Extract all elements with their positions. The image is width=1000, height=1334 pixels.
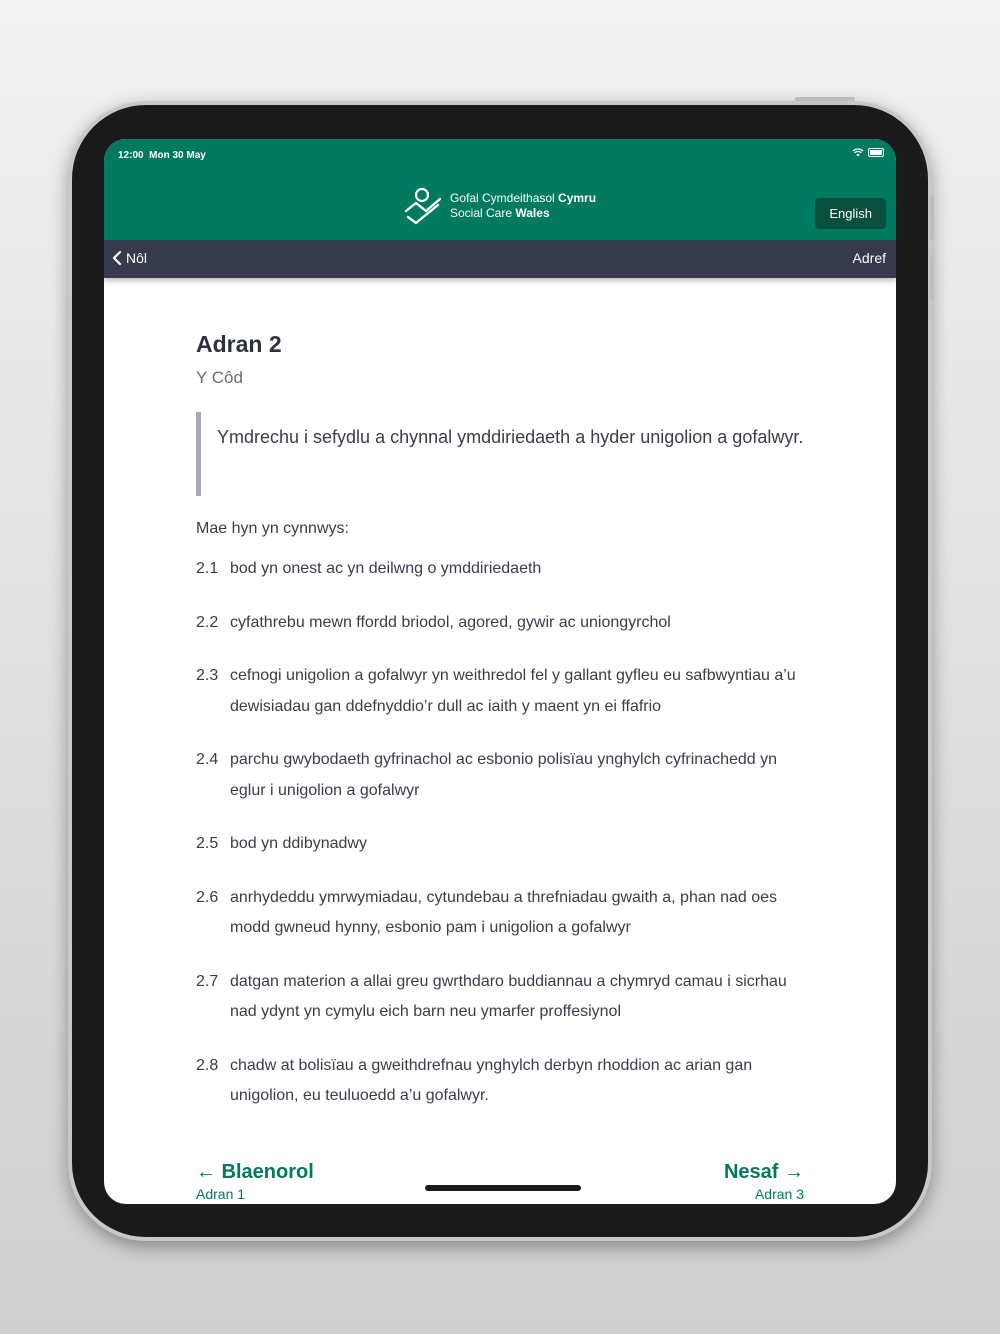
wifi-icon	[852, 148, 864, 157]
includes-label: Mae hyn yn cynnwys:	[196, 520, 349, 537]
status-bar	[104, 139, 896, 171]
section-content	[196, 331, 816, 1135]
section-title: Adran 2	[196, 331, 282, 357]
item-text: chadw at bolisïau a gweithdrefnau ynghylch derbyn rhoddion ac arian gan unigolion, eu teuluoedd a’u gofalwyr.	[230, 1056, 753, 1104]
previous-section-name: Adran 1	[196, 1186, 246, 1202]
item-text: anrhydeddu ymrwymiadau, cytundebau a threfniadau gwaith a, phan nad oes modd gwneud hynny, esbonio pam i unigolion a gofalwyr	[230, 888, 778, 936]
logo-welsh-regular: Gofal Cymdeithasol	[450, 191, 559, 205]
item-text: bod yn onest ac yn deilwng o ymddiriedaeth	[230, 560, 542, 577]
power-button	[795, 97, 855, 101]
logo-english-regular: Social Care	[450, 206, 516, 220]
item-number: 2.4	[196, 751, 219, 768]
list-item	[196, 661, 816, 722]
back-button[interactable]	[112, 250, 147, 266]
item-number: 2.6	[196, 888, 219, 906]
logo-line-english	[450, 206, 596, 221]
battery-icon	[868, 148, 884, 157]
item-text: cefnogi unigolion a gofalwyr yn weithredol fel y gallant gyfleu eu safbwyntiau a’u dewisiadau gan ddefnyddio’r dull ac iaith y maent yn ei ffafrio	[230, 667, 796, 715]
logo-english-bold: Wales	[515, 206, 550, 220]
item-text: cyfathrebu mewn ffordd briodol, agored, gywir ac uniongyrchol	[230, 613, 671, 631]
item-number: 2.2	[196, 613, 219, 631]
status-time	[118, 150, 206, 161]
item-number: 2.8	[196, 1056, 219, 1074]
navigation-bar	[104, 240, 896, 278]
logo-text	[450, 191, 596, 221]
list-item	[196, 1051, 816, 1112]
previous-label: ← Blaenorol	[196, 1161, 314, 1183]
section-principle-quote: Ymdrechu i sefydlu a chynnal ymddiriedaeth a hyder unigolion a gofalwyr.	[196, 412, 816, 496]
item-number: 2.5	[196, 835, 219, 852]
home-indicator[interactable]	[425, 1185, 581, 1191]
back-label: Nôl	[126, 250, 148, 266]
next-label: Nesaf →	[723, 1161, 804, 1183]
status-icons	[852, 148, 884, 157]
list-item	[196, 829, 816, 860]
list-item	[196, 745, 816, 806]
item-number: 2.1	[196, 560, 219, 577]
logo-figure-icon	[402, 185, 444, 227]
item-number: 2.3	[196, 667, 219, 684]
list-item	[196, 608, 816, 639]
item-number: 2.7	[196, 972, 219, 990]
status-clock: 12:00	[118, 150, 144, 161]
list-item	[196, 883, 816, 944]
previous-section-link[interactable]	[196, 1161, 314, 1202]
chevron-left-icon	[112, 251, 122, 265]
list-item	[196, 967, 816, 1028]
volume-button	[930, 255, 934, 300]
home-link[interactable]: Adref	[852, 250, 886, 266]
logo-line-welsh	[450, 191, 596, 206]
language-toggle-button[interactable]: English	[815, 198, 886, 229]
standards-list	[196, 554, 816, 1112]
app-screen	[104, 139, 896, 1204]
item-text: bod yn ddibynadwy	[230, 835, 367, 852]
next-section-link[interactable]	[724, 1161, 804, 1202]
section-subtitle: Y Côd	[196, 368, 243, 387]
volume-button	[930, 195, 934, 240]
list-item	[196, 554, 816, 585]
social-care-wales-logo[interactable]	[402, 185, 596, 227]
item-text: datgan materion a allai greu gwrthdaro buddiannau a chymryd camau i sicrhau nad ydynt yn cymylu eich barn neu ymarfer proffesiynol	[230, 972, 787, 1020]
app-header	[104, 171, 896, 241]
logo-welsh-bold: Cymru	[558, 191, 597, 205]
status-date: Mon 30 May	[149, 150, 206, 161]
item-text: parchu gwybodaeth gyfrinachol ac esbonio polisïau ynghylch cyfrinachedd yn eglur i unigolion a gofalwyr	[230, 751, 778, 799]
next-section-name: Adran 3	[754, 1186, 804, 1202]
